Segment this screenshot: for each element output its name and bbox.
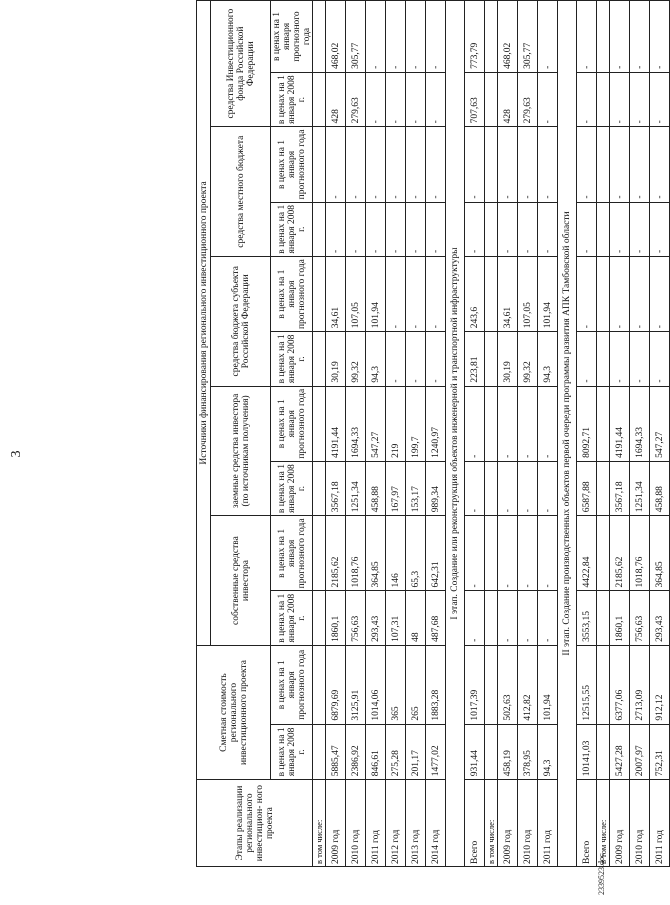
table-cell: 1018,76 bbox=[346, 516, 366, 591]
sub-header-base: в ценах на 1 января 2008 г. bbox=[271, 202, 313, 256]
table-cell bbox=[597, 645, 610, 724]
table-cell bbox=[485, 461, 498, 515]
table-cell: 6587,88 bbox=[577, 461, 597, 515]
table-cell: - bbox=[346, 202, 366, 256]
table-cell: - bbox=[518, 127, 538, 202]
table-cell bbox=[313, 256, 326, 331]
src-fund-header: средства Инвестиционного фонда Российской Федерации bbox=[211, 1, 271, 127]
table-cell: 468,02 bbox=[498, 1, 518, 73]
table-cell bbox=[485, 332, 498, 386]
table-cell: - bbox=[538, 461, 558, 515]
table-cell: 707,63 bbox=[465, 72, 485, 126]
table-cell bbox=[597, 256, 610, 331]
table-cell: - bbox=[465, 202, 485, 256]
table-cell: 34,61 bbox=[326, 256, 346, 331]
table-cell bbox=[485, 591, 498, 645]
table-cell: - bbox=[650, 72, 670, 126]
row-label: Всего bbox=[577, 780, 597, 867]
table-row bbox=[485, 1, 498, 867]
table-cell: 428 bbox=[326, 72, 346, 126]
table-row bbox=[426, 1, 446, 867]
table-cell: - bbox=[577, 72, 597, 126]
table-cell: - bbox=[465, 386, 485, 461]
table-cell: 107,31 bbox=[386, 591, 406, 645]
table-cell: 2007,97 bbox=[630, 724, 650, 780]
row-label: в том числе: bbox=[485, 780, 498, 867]
table-cell: - bbox=[630, 202, 650, 256]
table-cell: - bbox=[650, 332, 670, 386]
table-cell bbox=[485, 202, 498, 256]
table-cell bbox=[597, 591, 610, 645]
table-cell: 12515,55 bbox=[577, 645, 597, 724]
table-cell: 153,17 bbox=[406, 461, 426, 515]
table-row bbox=[465, 1, 485, 867]
row-label: 2009 год bbox=[498, 780, 518, 867]
row-label: 2011 год bbox=[538, 780, 558, 867]
table-cell: 412,82 bbox=[518, 645, 538, 724]
table-cell: 5427,28 bbox=[610, 724, 630, 780]
table-cell: - bbox=[426, 1, 446, 73]
table-cell: 219 bbox=[386, 386, 406, 461]
table-cell: - bbox=[498, 461, 518, 515]
row-label: 2009 год bbox=[610, 780, 630, 867]
table-cell: - bbox=[518, 461, 538, 515]
table-cell: 502,63 bbox=[498, 645, 518, 724]
table-row bbox=[610, 1, 630, 867]
table-cell: - bbox=[426, 202, 446, 256]
sub-header-base: в ценах на 1 января 2008 г. bbox=[271, 461, 313, 515]
table-cell: 1014,06 bbox=[366, 645, 386, 724]
table-cell bbox=[597, 202, 610, 256]
table-cell bbox=[485, 72, 498, 126]
table-cell bbox=[313, 72, 326, 126]
table-cell: - bbox=[630, 1, 650, 73]
table-cell: - bbox=[630, 127, 650, 202]
document-footer: 2339523.doc bbox=[597, 853, 606, 895]
table-cell bbox=[597, 72, 610, 126]
table-cell: - bbox=[406, 256, 426, 331]
table-cell: - bbox=[650, 1, 670, 73]
table-cell: - bbox=[650, 127, 670, 202]
table-cell: - bbox=[366, 72, 386, 126]
table-cell: 365 bbox=[386, 645, 406, 724]
table-cell: - bbox=[577, 202, 597, 256]
row-label: 2011 год bbox=[366, 780, 386, 867]
table-cell: - bbox=[406, 202, 426, 256]
table-cell: 293,43 bbox=[650, 591, 670, 645]
table-cell: 773,79 bbox=[465, 1, 485, 73]
table-cell bbox=[485, 256, 498, 331]
table-row bbox=[498, 1, 518, 867]
table-cell: - bbox=[538, 386, 558, 461]
sub-header-forecast: в ценах на 1 января прогнозного года bbox=[271, 386, 313, 461]
table-cell: - bbox=[498, 127, 518, 202]
table-cell: 1240,97 bbox=[426, 386, 446, 461]
table-cell: - bbox=[406, 72, 426, 126]
col-sources-header: Источники финансирования регионального инвестиционного проекта bbox=[197, 1, 211, 646]
table-row bbox=[597, 1, 610, 867]
table-cell: 94,3 bbox=[538, 724, 558, 780]
table-cell: 146 bbox=[386, 516, 406, 591]
table-cell: - bbox=[610, 127, 630, 202]
table-cell bbox=[597, 1, 610, 73]
table-cell bbox=[597, 724, 610, 780]
table-cell: - bbox=[610, 202, 630, 256]
financing-table bbox=[196, 0, 670, 867]
table-cell: 1251,34 bbox=[346, 461, 366, 515]
table-cell: - bbox=[386, 127, 406, 202]
table-cell: - bbox=[518, 591, 538, 645]
table-cell: - bbox=[386, 332, 406, 386]
table-cell: - bbox=[465, 127, 485, 202]
table-cell bbox=[485, 386, 498, 461]
sub-header-base: в ценах на 1 января 2008 г. bbox=[271, 724, 313, 780]
table-cell: 1018,76 bbox=[630, 516, 650, 591]
sub-header-base: в ценах на 1 января 2008 г. bbox=[271, 332, 313, 386]
table-cell: 756,63 bbox=[630, 591, 650, 645]
table-cell: 1017,39 bbox=[465, 645, 485, 724]
table-cell: - bbox=[610, 1, 630, 73]
sub-header-base: в ценах на 1 января 2008 г. bbox=[271, 591, 313, 645]
table-cell: 547,27 bbox=[366, 386, 386, 461]
table-row bbox=[366, 1, 386, 867]
table-cell bbox=[313, 461, 326, 515]
table-cell: 223,81 bbox=[465, 332, 485, 386]
table-cell: - bbox=[577, 127, 597, 202]
table-cell: 293,43 bbox=[366, 591, 386, 645]
table-cell: 101,94 bbox=[538, 256, 558, 331]
table-cell: 2185,62 bbox=[326, 516, 346, 591]
table-cell: 48 bbox=[406, 591, 426, 645]
table-cell: 199,7 bbox=[406, 386, 426, 461]
section-title: I этап. Создание или реконструкция объектов инженерной и транспортной инфраструктуры bbox=[446, 1, 465, 867]
sub-header-forecast: в ценах на 1 января прогнозного года bbox=[271, 645, 313, 724]
table-cell bbox=[313, 386, 326, 461]
table-cell: 265 bbox=[406, 645, 426, 724]
table-row bbox=[630, 1, 650, 867]
table-cell: 846,61 bbox=[366, 724, 386, 780]
table-cell bbox=[313, 645, 326, 724]
table-cell: - bbox=[465, 591, 485, 645]
table-cell: 487,68 bbox=[426, 591, 446, 645]
table-cell: 6879,69 bbox=[326, 645, 346, 724]
table-cell: - bbox=[346, 127, 366, 202]
table-row bbox=[538, 1, 558, 867]
table-cell: 912,12 bbox=[650, 645, 670, 724]
table-cell: - bbox=[498, 516, 518, 591]
src-borrowed-header: заемные средства инвестора (по источникам получения) bbox=[211, 386, 271, 516]
table-cell: 378,95 bbox=[518, 724, 538, 780]
table-cell: - bbox=[386, 256, 406, 331]
table-cell: 1477,02 bbox=[426, 724, 446, 780]
table-cell: 107,05 bbox=[518, 256, 538, 331]
table-cell: - bbox=[426, 127, 446, 202]
rotated-table-wrapper bbox=[196, 0, 665, 867]
table-cell: 30,19 bbox=[326, 332, 346, 386]
table-cell: - bbox=[406, 332, 426, 386]
table-cell: 6377,06 bbox=[610, 645, 630, 724]
table-cell: 468,02 bbox=[326, 1, 346, 73]
col-cost-header: Сметная стоимость регионального инвестиционного проекта bbox=[197, 645, 271, 779]
table-row bbox=[518, 1, 538, 867]
table-cell bbox=[485, 127, 498, 202]
table-cell: - bbox=[326, 202, 346, 256]
row-label: 2014 год bbox=[426, 780, 446, 867]
table-cell: 167,97 bbox=[386, 461, 406, 515]
row-label: 2012 год bbox=[386, 780, 406, 867]
table-cell bbox=[313, 724, 326, 780]
table-cell: 1860,1 bbox=[326, 591, 346, 645]
table-cell: - bbox=[610, 72, 630, 126]
table-cell bbox=[313, 516, 326, 591]
table-cell bbox=[313, 1, 326, 73]
table-cell: 275,28 bbox=[386, 724, 406, 780]
sub-header-forecast: в ценах на 1 января прогнозного года bbox=[271, 256, 313, 331]
table-cell: 99,32 bbox=[518, 332, 538, 386]
table-row bbox=[650, 1, 670, 867]
row-label: 2010 год bbox=[518, 780, 538, 867]
table-cell: - bbox=[577, 1, 597, 73]
table-cell: - bbox=[366, 1, 386, 73]
table-cell: - bbox=[577, 256, 597, 331]
table-cell: - bbox=[366, 202, 386, 256]
table-cell bbox=[597, 461, 610, 515]
table-cell: 752,31 bbox=[650, 724, 670, 780]
table-cell: - bbox=[426, 72, 446, 126]
sub-header-forecast: в ценах на 1 января прогнозного года bbox=[271, 516, 313, 591]
table-cell: 8092,71 bbox=[577, 386, 597, 461]
table-cell: 305,77 bbox=[346, 1, 366, 73]
table-cell: - bbox=[577, 332, 597, 386]
table-cell bbox=[485, 1, 498, 73]
table-cell: 101,94 bbox=[366, 256, 386, 331]
sub-header-base: в ценах на 1 января 2008 г. bbox=[271, 72, 313, 126]
table-cell: 34,61 bbox=[498, 256, 518, 331]
row-label: 2009 год bbox=[326, 780, 346, 867]
table-row bbox=[406, 1, 426, 867]
table-cell: 2185,62 bbox=[610, 516, 630, 591]
table-cell: - bbox=[538, 1, 558, 73]
table-cell: 101,94 bbox=[538, 645, 558, 724]
table-cell: 989,34 bbox=[426, 461, 446, 515]
table-cell: - bbox=[518, 516, 538, 591]
sub-header-forecast: в ценах на 1 января прогнозного года bbox=[271, 1, 313, 73]
table-cell: 201,17 bbox=[406, 724, 426, 780]
table-cell: - bbox=[630, 256, 650, 331]
table-cell bbox=[597, 386, 610, 461]
table-cell bbox=[485, 724, 498, 780]
table-cell bbox=[313, 591, 326, 645]
table-cell: 243,6 bbox=[465, 256, 485, 331]
table-cell: 99,32 bbox=[346, 332, 366, 386]
table-cell bbox=[313, 127, 326, 202]
table-cell: - bbox=[406, 1, 426, 73]
table-cell: 2386,92 bbox=[346, 724, 366, 780]
table-cell bbox=[485, 645, 498, 724]
row-label: 2010 год bbox=[630, 780, 650, 867]
table-cell: 279,63 bbox=[346, 72, 366, 126]
table-row bbox=[326, 1, 346, 867]
row-label: в том числе: bbox=[313, 780, 326, 867]
table-cell: 4422,84 bbox=[577, 516, 597, 591]
table-cell: - bbox=[498, 202, 518, 256]
table-cell: 1883,28 bbox=[426, 645, 446, 724]
table-cell: 65,3 bbox=[406, 516, 426, 591]
table-cell: 458,19 bbox=[498, 724, 518, 780]
table-cell: - bbox=[630, 72, 650, 126]
table-cell: 547,27 bbox=[650, 386, 670, 461]
table-cell: 3553,15 bbox=[577, 591, 597, 645]
table-cell: 428 bbox=[498, 72, 518, 126]
table-cell: 4191,44 bbox=[326, 386, 346, 461]
table-cell: 1860,1 bbox=[610, 591, 630, 645]
table-cell: 10141,03 bbox=[577, 724, 597, 780]
table-cell: 458,88 bbox=[650, 461, 670, 515]
table-cell: 4191,44 bbox=[610, 386, 630, 461]
table-cell: 305,77 bbox=[518, 1, 538, 73]
table-cell: 3125,91 bbox=[346, 645, 366, 724]
sub-header-forecast: в ценах на 1 января прогнозного года bbox=[271, 127, 313, 202]
table-cell: - bbox=[538, 591, 558, 645]
table-cell: - bbox=[498, 591, 518, 645]
table-cell: - bbox=[426, 332, 446, 386]
table-cell bbox=[597, 332, 610, 386]
table-cell: 3567,18 bbox=[326, 461, 346, 515]
table-cell bbox=[485, 516, 498, 591]
table-cell: 931,44 bbox=[465, 724, 485, 780]
table-cell: 1251,34 bbox=[630, 461, 650, 515]
table-cell: - bbox=[538, 202, 558, 256]
table-cell: - bbox=[518, 386, 538, 461]
table-cell: - bbox=[610, 256, 630, 331]
row-label: 2013 год bbox=[406, 780, 426, 867]
table-cell: - bbox=[366, 127, 386, 202]
table-cell bbox=[313, 202, 326, 256]
table-cell: 5885,47 bbox=[326, 724, 346, 780]
src-own-header: собственные средства инвестора bbox=[211, 516, 271, 646]
table-cell: 279,63 bbox=[518, 72, 538, 126]
table-cell: - bbox=[498, 386, 518, 461]
table-cell: 642,31 bbox=[426, 516, 446, 591]
table-cell: 1694,33 bbox=[630, 386, 650, 461]
page-number: 3 bbox=[9, 450, 24, 458]
table-cell: 458,88 bbox=[366, 461, 386, 515]
table-cell: - bbox=[326, 127, 346, 202]
row-label: в том числе: bbox=[597, 780, 610, 867]
table-cell: - bbox=[386, 1, 406, 73]
table-cell: - bbox=[538, 72, 558, 126]
table-cell: 3567,18 bbox=[610, 461, 630, 515]
table-cell: - bbox=[465, 516, 485, 591]
table-cell: 107,05 bbox=[346, 256, 366, 331]
table-cell bbox=[597, 127, 610, 202]
section-title: II этап. Создание производственных объектов первой очереди программы развития АПК Тамбовской области bbox=[558, 1, 577, 867]
table-cell bbox=[597, 516, 610, 591]
table-cell: 94,3 bbox=[366, 332, 386, 386]
table-cell: 756,63 bbox=[346, 591, 366, 645]
src-local-header: средства местного бюджета bbox=[211, 127, 271, 257]
table-row bbox=[313, 1, 326, 867]
table-row bbox=[386, 1, 406, 867]
table-cell: - bbox=[650, 202, 670, 256]
row-label: Всего bbox=[465, 780, 485, 867]
table-cell: - bbox=[386, 202, 406, 256]
table-cell: - bbox=[538, 516, 558, 591]
table-cell: 364,85 bbox=[650, 516, 670, 591]
table-cell: - bbox=[630, 332, 650, 386]
table-cell bbox=[313, 332, 326, 386]
table-row bbox=[346, 1, 366, 867]
table-cell: 364,85 bbox=[366, 516, 386, 591]
table-cell: - bbox=[465, 461, 485, 515]
table-cell: 2713,09 bbox=[630, 645, 650, 724]
src-subject-header: средства бюджета субъекта Российской Федерации bbox=[211, 256, 271, 386]
table-cell: - bbox=[518, 202, 538, 256]
table-cell: - bbox=[538, 127, 558, 202]
table-cell: - bbox=[650, 256, 670, 331]
table-cell: 1694,33 bbox=[346, 386, 366, 461]
table-cell: - bbox=[426, 256, 446, 331]
table-cell: - bbox=[610, 332, 630, 386]
row-label: 2011 год bbox=[650, 780, 670, 867]
col-stages-header: Этапы реализации регионального инвестицион- ного проекта bbox=[197, 780, 313, 867]
table-cell: - bbox=[386, 72, 406, 126]
table-cell: - bbox=[406, 127, 426, 202]
table-cell: 30,19 bbox=[498, 332, 518, 386]
table-row bbox=[577, 1, 597, 867]
table-cell: 94,3 bbox=[538, 332, 558, 386]
row-label: 2010 год bbox=[346, 780, 366, 867]
